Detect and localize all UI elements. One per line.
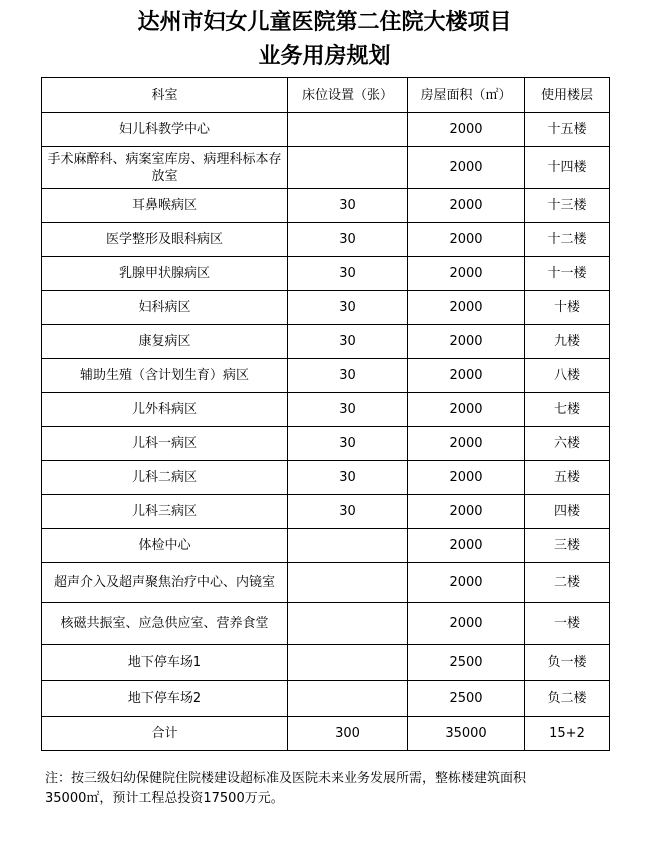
cell-beds (288, 681, 408, 717)
header-dept: 科室 (42, 78, 288, 113)
cell-area: 2000 (408, 495, 525, 529)
cell-area: 2000 (408, 393, 525, 427)
table-row (42, 645, 610, 681)
cell-beds (288, 563, 408, 603)
header-floor: 使用楼层 (525, 78, 610, 113)
cell-floor: 负一楼 (525, 645, 610, 681)
document-title-line2: 业务用房规划 (258, 43, 391, 69)
cell-area: 2000 (408, 529, 525, 563)
cell-area: 2000 (408, 325, 525, 359)
cell-dept: 康复病区 (42, 325, 288, 359)
cell-area: 2000 (408, 427, 525, 461)
total-area: 35000 (408, 717, 525, 751)
cell-area: 2000 (408, 257, 525, 291)
footnote (45, 769, 635, 809)
total-beds: 300 (288, 717, 408, 751)
cell-area: 2000 (408, 359, 525, 393)
cell-floor: 八楼 (525, 359, 610, 393)
cell-beds: 30 (288, 223, 408, 257)
cell-area: 2000 (408, 189, 525, 223)
cell-beds: 30 (288, 257, 408, 291)
cell-dept: 儿科一病区 (42, 427, 288, 461)
table-total-row (42, 717, 610, 751)
cell-dept: 体检中心 (42, 529, 288, 563)
total-dept: 合计 (42, 717, 288, 751)
cell-area: 2500 (408, 645, 525, 681)
cell-dept: 地下停车场2 (42, 681, 288, 717)
cell-beds: 30 (288, 461, 408, 495)
cell-area: 2000 (408, 461, 525, 495)
cell-floor: 四楼 (525, 495, 610, 529)
cell-beds: 30 (288, 495, 408, 529)
cell-floor: 五楼 (525, 461, 610, 495)
cell-dept: 妇科病区 (42, 291, 288, 325)
table-header-row (42, 78, 610, 113)
cell-dept: 儿科二病区 (42, 461, 288, 495)
cell-beds (288, 645, 408, 681)
cell-beds: 30 (288, 189, 408, 223)
cell-area: 2000 (408, 603, 525, 645)
cell-beds: 30 (288, 325, 408, 359)
cell-beds: 30 (288, 291, 408, 325)
cell-beds (288, 529, 408, 563)
cell-dept: 地下停车场1 (42, 645, 288, 681)
cell-beds (288, 603, 408, 645)
cell-area: 2000 (408, 147, 525, 189)
table-row (42, 113, 610, 147)
cell-floor: 十二楼 (525, 223, 610, 257)
table-row (42, 603, 610, 645)
document-title-line1: 达州市妇女儿童医院第二住院大楼项目 (137, 9, 512, 35)
cell-floor: 三楼 (525, 529, 610, 563)
cell-dept: 乳腺甲状腺病区 (42, 257, 288, 291)
table-row (42, 563, 610, 603)
table-row (42, 147, 610, 189)
cell-area: 2000 (408, 223, 525, 257)
cell-beds: 30 (288, 393, 408, 427)
cell-dept: 超声介入及超声聚焦治疗中心、内镜室 (42, 563, 288, 603)
cell-area: 2500 (408, 681, 525, 717)
footnote-line2: 35000㎡，预计工程总投资17500万元。 (45, 791, 284, 806)
cell-floor: 十三楼 (525, 189, 610, 223)
table-row (42, 495, 610, 529)
cell-dept: 儿科三病区 (42, 495, 288, 529)
cell-dept: 耳鼻喉病区 (42, 189, 288, 223)
header-beds: 床位设置（张） (288, 78, 408, 113)
table-row (42, 529, 610, 563)
table-row (42, 325, 610, 359)
cell-floor: 一楼 (525, 603, 610, 645)
cell-dept: 核磁共振室、应急供应室、营养食堂 (42, 603, 288, 645)
table-row (42, 427, 610, 461)
cell-floor: 十五楼 (525, 113, 610, 147)
table-row (42, 393, 610, 427)
cell-area: 2000 (408, 291, 525, 325)
footnote-line1: 注：按三级妇幼保健院住院楼建设超标准及医院未来业务发展所需，整栋楼建筑面积 (45, 771, 527, 786)
cell-floor: 负二楼 (525, 681, 610, 717)
cell-floor: 十一楼 (525, 257, 610, 291)
cell-floor: 七楼 (525, 393, 610, 427)
room-plan-table (41, 77, 610, 751)
cell-dept: 妇儿科教学中心 (42, 113, 288, 147)
cell-floor: 十四楼 (525, 147, 610, 189)
cell-floor: 二楼 (525, 563, 610, 603)
table-row (42, 461, 610, 495)
cell-dept: 儿外科病区 (42, 393, 288, 427)
table-row (42, 257, 610, 291)
header-area: 房屋面积（㎡） (408, 78, 525, 113)
table-row (42, 681, 610, 717)
cell-area: 2000 (408, 563, 525, 603)
cell-beds: 30 (288, 427, 408, 461)
cell-beds (288, 113, 408, 147)
table-row (42, 223, 610, 257)
table-row (42, 189, 610, 223)
cell-floor: 十楼 (525, 291, 610, 325)
cell-dept: 手术麻醉科、病案室库房、病理科标本存放室 (42, 147, 288, 189)
table-row (42, 359, 610, 393)
cell-beds (288, 147, 408, 189)
cell-beds: 30 (288, 359, 408, 393)
total-floor: 15+2 (525, 717, 610, 751)
cell-area: 2000 (408, 113, 525, 147)
cell-floor: 六楼 (525, 427, 610, 461)
cell-dept: 辅助生殖（含计划生育）病区 (42, 359, 288, 393)
table-row (42, 291, 610, 325)
cell-dept: 医学整形及眼科病区 (42, 223, 288, 257)
cell-floor: 九楼 (525, 325, 610, 359)
